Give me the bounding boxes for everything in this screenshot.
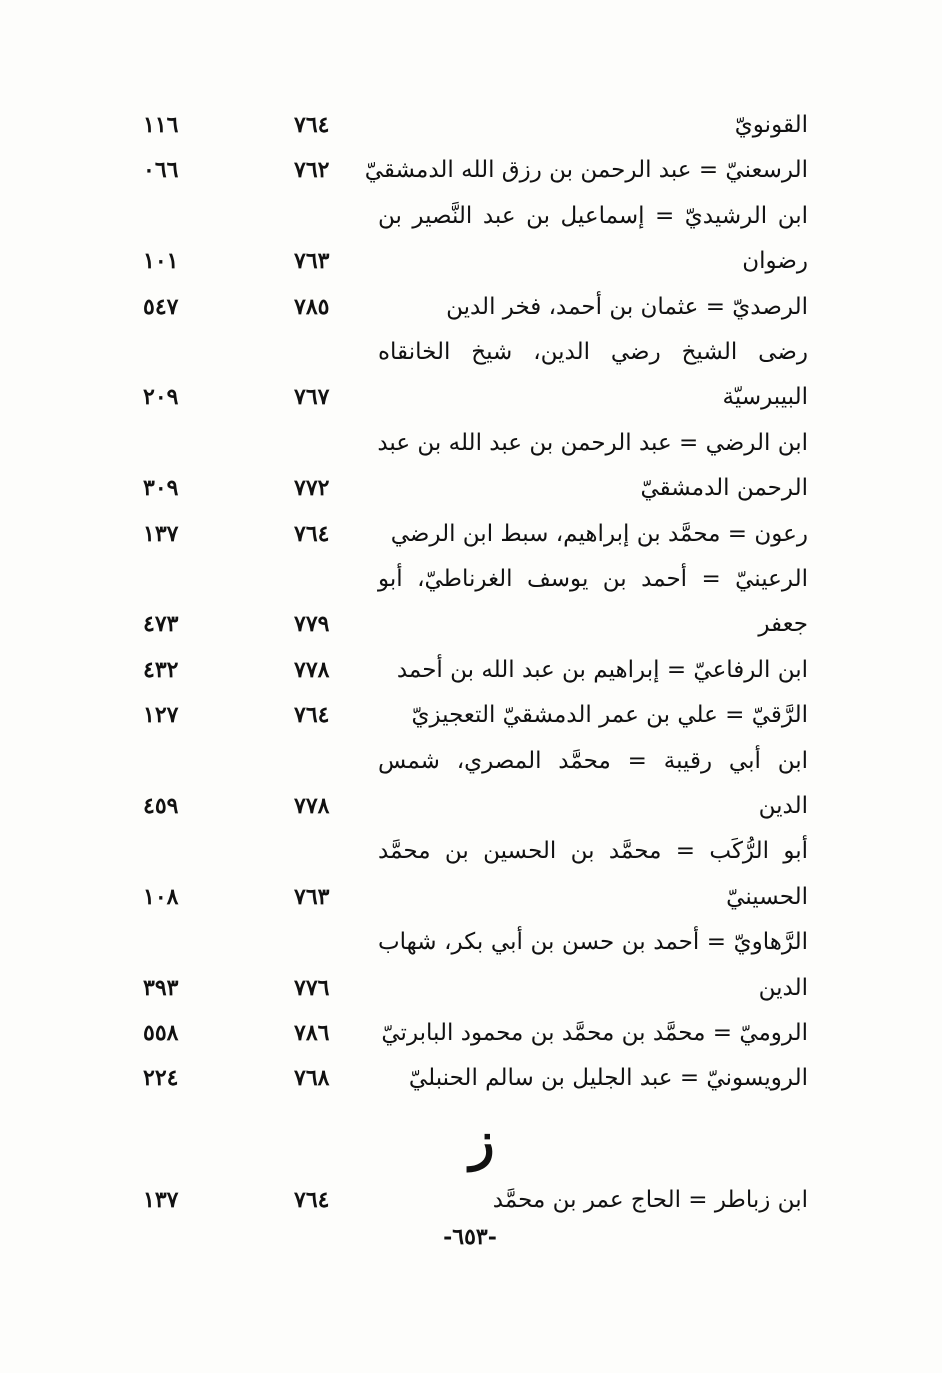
entry-page: ١٢٧ [143, 702, 179, 728]
entry-page: ٥٥٨ [143, 1020, 179, 1046]
entry-name: الدين [758, 975, 808, 1001]
index-entry [0, 423, 942, 463]
index-entry [0, 514, 942, 554]
index-entry [0, 332, 942, 372]
entry-name: القونويّ [734, 112, 808, 138]
entry-page: ١١٦ [143, 112, 179, 138]
entry-name: الرصديّ = عثمان بن أحمد، فخر الدين [446, 294, 808, 320]
entry-name: ابن الرفاعيّ = إبراهيم بن عبد الله بن أحمد [396, 657, 808, 683]
index-entry [0, 559, 942, 599]
index-entry [0, 922, 942, 962]
section-letter: ز [469, 1111, 495, 1172]
entry-page: ١٠١ [143, 248, 179, 274]
entry-page: ٤٧٣ [143, 611, 179, 637]
entry-page: ٥٤٧ [143, 294, 179, 320]
index-entry [0, 150, 942, 190]
index-entry [0, 968, 942, 1008]
index-entry [0, 695, 942, 735]
entry-name: الرحمن الدمشقيّ [640, 475, 808, 501]
entry-year: ٧٧٨ [294, 793, 330, 819]
index-entry [0, 877, 942, 917]
entry-name: الرَّقيّ = علي بن عمر الدمشقيّ التعجيزيّ [411, 702, 808, 728]
entry-year: ٧٧٢ [294, 475, 330, 501]
entry-page: ١٣٧ [143, 521, 179, 547]
entry-year: ٧٦٤ [294, 112, 330, 138]
entry-name: ابن الرشيديّ = إسماعيل بن عبد النَّصير بن [378, 203, 808, 229]
entry-name: رعون = محمَّد بن إبراهيم، سبط ابن الرضي [390, 521, 808, 547]
entry-year: ٧٦٨ [294, 1065, 330, 1091]
entry-page: ٣٠٩ [143, 475, 179, 501]
entry-name: ابن زباطر = الحاج عمر بن محمَّد [492, 1187, 808, 1213]
entry-year: ٧٧٦ [294, 975, 330, 1001]
entry-name: رضوان [742, 248, 808, 274]
entry-page: ٠٦٦ [143, 157, 179, 183]
entry-year: ٧٦٢ [294, 157, 330, 183]
entry-page: ٤٥٩ [143, 793, 179, 819]
entry-name: الرَّهاويّ = أحمد بن حسن بن أبي بكر، شهاب [378, 929, 808, 955]
entry-name: ابن أبي رقيبة = محمَّد المصري، شمس [378, 748, 808, 774]
entry-name: الرعينيّ = أحمد بن يوسف الغرناطيّ، أبو [378, 566, 808, 592]
entry-page: ٢٢٤ [143, 1065, 179, 1091]
index-entry [0, 377, 942, 417]
index-entry [0, 604, 942, 644]
entry-page: ٣٩٣ [143, 975, 179, 1001]
index-entry-last [0, 1180, 942, 1220]
entry-year: ٧٧٨ [294, 657, 330, 683]
entry-year: ٧٦٣ [294, 248, 330, 274]
entry-name: الحسينيّ [726, 884, 808, 910]
page-number: -٦٥٣- [443, 1224, 497, 1250]
entry-year: ٧٦٤ [294, 521, 330, 547]
index-entry [0, 196, 942, 236]
entry-name: ابن الرضي = عبد الرحمن بن عبد الله بن عبد [377, 430, 808, 456]
index-entry [0, 1058, 942, 1098]
entry-name: أبو الرُّكَب = محمَّد بن الحسين بن محمَّد [378, 838, 808, 864]
index-entry [0, 786, 942, 826]
entry-page: ١٣٧ [143, 1187, 179, 1213]
index-entry [0, 650, 942, 690]
entry-name: الروميّ = محمَّد بن محمَّد بن محمود البابرتيّ [381, 1020, 808, 1046]
entry-page: ٤٣٢ [143, 657, 179, 683]
entry-name: الرويسونيّ = عبد الجليل بن سالم الحنبليّ [408, 1065, 808, 1091]
entry-name: الرسعنيّ = عبد الرحمن بن رزق الله الدمشقيّ [364, 157, 808, 183]
index-entry [0, 241, 942, 281]
index-entry [0, 287, 942, 327]
entry-year: ٧٧٩ [294, 611, 330, 637]
entry-year: ٧٦٣ [294, 884, 330, 910]
index-entry [0, 831, 942, 871]
index-entry [0, 468, 942, 508]
entry-page: ٢٠٩ [143, 384, 179, 410]
index-entry [0, 105, 942, 145]
entry-year: ٧٨٦ [294, 1020, 330, 1046]
entry-year: ٧٦٧ [294, 384, 330, 410]
index-entry [0, 741, 942, 781]
index-entry [0, 1013, 942, 1053]
entry-name: البيبرسيّة [722, 384, 808, 410]
entry-page: ١٠٨ [143, 884, 179, 910]
entry-year: ٧٦٤ [294, 1187, 330, 1213]
entry-name: رضى الشيخ رضي الدين، شيخ الخانقاه [378, 339, 808, 365]
entry-name: جعفر [758, 611, 808, 637]
entry-name: الدين [758, 793, 808, 819]
entry-year: ٧٦٤ [294, 702, 330, 728]
entry-year: ٧٨٥ [294, 294, 330, 320]
